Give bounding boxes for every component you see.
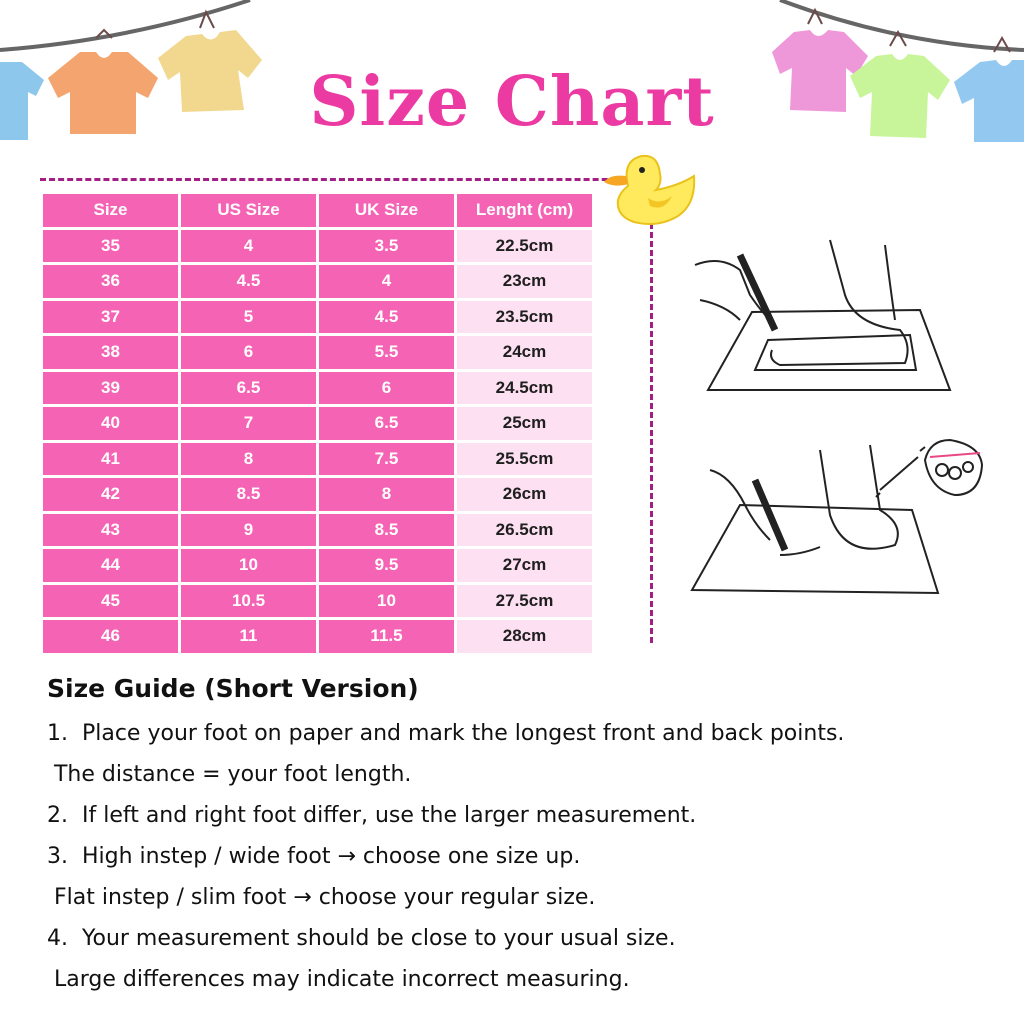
cell-us-size: 6.5: [181, 372, 316, 405]
cell-length: 27.5cm: [457, 585, 592, 618]
header-us-size: US Size: [181, 194, 316, 227]
cell-us-size: 6: [181, 336, 316, 369]
header-size: Size: [43, 194, 178, 227]
table-row: [43, 230, 592, 263]
header-length: Lenght (cm): [457, 194, 592, 227]
cell-uk-size: 11.5: [319, 620, 454, 653]
guide-line-4: 3. High instep / wide foot → choose one size up.: [47, 844, 581, 869]
cell-length: 23cm: [457, 265, 592, 298]
cell-uk-size: 6.5: [319, 407, 454, 440]
cell-size: 38: [43, 336, 178, 369]
cell-us-size: 7: [181, 407, 316, 440]
table-row: [43, 407, 592, 440]
cell-uk-size: 5.5: [319, 336, 454, 369]
cell-uk-size: 4: [319, 265, 454, 298]
guide-line-6: 4. Your measurement should be close to your usual size.: [47, 926, 676, 951]
table-row: [43, 301, 592, 334]
size-guide-heading: Size Guide (Short Version): [47, 674, 419, 703]
cell-uk-size: 9.5: [319, 549, 454, 582]
cell-size: 36: [43, 265, 178, 298]
header-uk-size: UK Size: [319, 194, 454, 227]
cell-length: 25.5cm: [457, 443, 592, 476]
table-header-row: [43, 194, 592, 227]
cell-length: 22.5cm: [457, 230, 592, 263]
cell-us-size: 4: [181, 230, 316, 263]
cell-uk-size: 8.5: [319, 514, 454, 547]
size-guide: [47, 674, 997, 1000]
guide-line-7: Large differences may indicate incorrect measuring.: [47, 967, 630, 992]
cell-us-size: 11: [181, 620, 316, 653]
cell-size: 41: [43, 443, 178, 476]
cell-uk-size: 6: [319, 372, 454, 405]
cell-size: 39: [43, 372, 178, 405]
cell-size: 40: [43, 407, 178, 440]
cell-length: 27cm: [457, 549, 592, 582]
cell-length: 25cm: [457, 407, 592, 440]
cell-length: 24.5cm: [457, 372, 592, 405]
cell-uk-size: 8: [319, 478, 454, 511]
cell-us-size: 10: [181, 549, 316, 582]
cell-us-size: 8.5: [181, 478, 316, 511]
foot-measuring-illustration: [680, 225, 1000, 615]
guide-line-3: 2. If left and right foot differ, use the larger measurement.: [47, 803, 697, 828]
cell-us-size: 5: [181, 301, 316, 334]
cell-size: 42: [43, 478, 178, 511]
cell-uk-size: 7.5: [319, 443, 454, 476]
cell-us-size: 8: [181, 443, 316, 476]
cell-size: 45: [43, 585, 178, 618]
cell-size: 44: [43, 549, 178, 582]
guide-line-2: The distance = your foot length.: [47, 762, 412, 787]
table-row: [43, 336, 592, 369]
table-row: [43, 372, 592, 405]
table-row: [43, 514, 592, 547]
cell-uk-size: 10: [319, 585, 454, 618]
size-table: [40, 191, 595, 656]
cell-us-size: 4.5: [181, 265, 316, 298]
table-row: [43, 549, 592, 582]
cell-us-size: 9: [181, 514, 316, 547]
cell-us-size: 10.5: [181, 585, 316, 618]
size-table-frame: [40, 178, 653, 646]
cell-uk-size: 4.5: [319, 301, 454, 334]
table-row: [43, 265, 592, 298]
cell-size: 46: [43, 620, 178, 653]
table-row: [43, 478, 592, 511]
guide-line-1: 1. Place your foot on paper and mark the longest front and back points.: [47, 721, 845, 746]
cell-size: 37: [43, 301, 178, 334]
table-row: [43, 443, 592, 476]
cell-length: 28cm: [457, 620, 592, 653]
cell-length: 26cm: [457, 478, 592, 511]
page-title: Size Chart: [309, 62, 715, 142]
table-row: [43, 620, 592, 653]
cell-uk-size: 3.5: [319, 230, 454, 263]
cell-size: 43: [43, 514, 178, 547]
guide-line-5: Flat instep / slim foot → choose your regular size.: [47, 885, 596, 910]
cell-length: 26.5cm: [457, 514, 592, 547]
cell-length: 24cm: [457, 336, 592, 369]
duck-icon: [598, 146, 700, 232]
cell-length: 23.5cm: [457, 301, 592, 334]
cell-size: 35: [43, 230, 178, 263]
table-row: [43, 585, 592, 618]
